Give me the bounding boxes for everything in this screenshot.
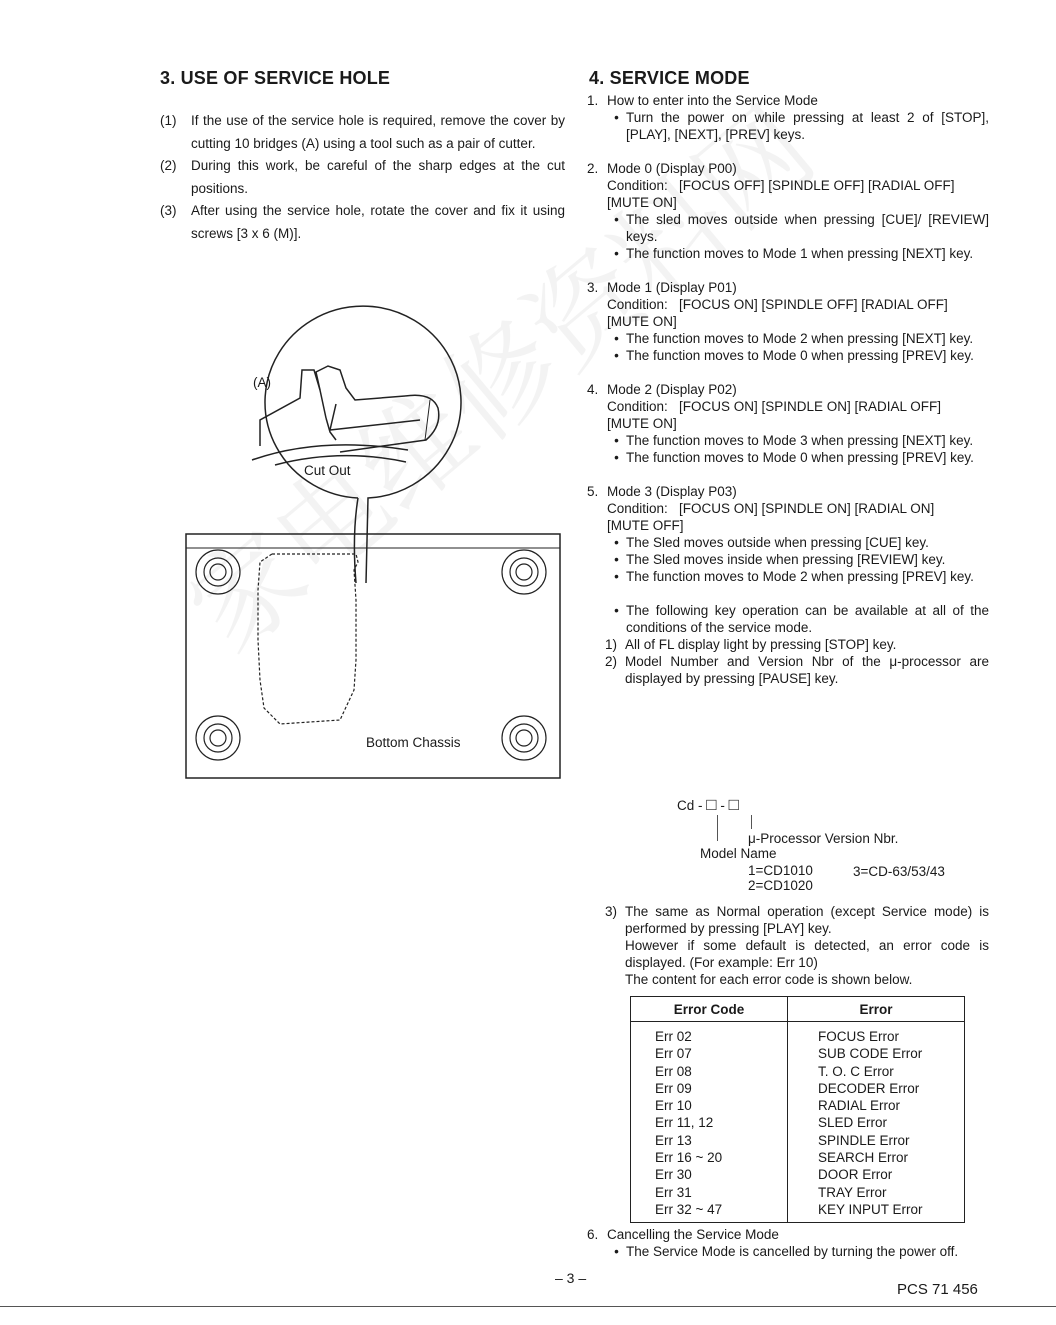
error-name-cell: SPINDLE Error bbox=[818, 1132, 910, 1148]
error-code-cell: Err 32 ~ 47 bbox=[655, 1201, 723, 1217]
error-name-cell: DECODER Error bbox=[818, 1080, 920, 1096]
error-code-cell: Err 31 bbox=[655, 1184, 692, 1200]
section-4-heading: 4. SERVICE MODE bbox=[589, 68, 750, 88]
bullet: • The following key operation can be available at all of the conditions of the service mode. bbox=[614, 603, 989, 635]
label-a: (A) bbox=[253, 375, 271, 390]
step-1: 1. How to enter into the Service Mode bbox=[587, 93, 818, 108]
bullet: • The function moves to Mode 0 when pressing [PREV] key. bbox=[614, 348, 974, 363]
condition-mute: [MUTE OFF] bbox=[607, 518, 684, 533]
bullet: • The function moves to Mode 2 when pressing [NEXT] key. bbox=[614, 331, 974, 346]
error-code-cell: Err 13 bbox=[655, 1132, 692, 1148]
condition: Condition: [FOCUS ON] [SPINDLE ON] [RADIAL OFF] bbox=[607, 399, 942, 414]
model-code-diagram: Cd - □ - □ bbox=[677, 795, 739, 814]
error-code-cell: Err 09 bbox=[655, 1080, 692, 1096]
document-code: PCS 71 456 bbox=[897, 1281, 978, 1298]
step-2: 2. Mode 0 (Display P00) bbox=[587, 161, 737, 176]
error-name-cell: SEARCH Error bbox=[818, 1150, 909, 1166]
bullet: • The Sled moves outside when pressing [CUE] key. bbox=[614, 535, 929, 550]
model-3: 3=CD-63/53/43 bbox=[853, 864, 945, 879]
connector-line bbox=[717, 815, 718, 841]
error-code-cell: Err 07 bbox=[655, 1046, 692, 1062]
error-name-column bbox=[788, 1022, 965, 1223]
bullet: • Turn the power on while pressing at least 2 of [STOP], [PLAY], [NEXT], [PREV] keys. bbox=[614, 110, 989, 142]
error-name-cell: SUB CODE Error bbox=[818, 1046, 923, 1062]
error-name-cell: FOCUS Error bbox=[818, 1029, 899, 1044]
sub-item-2: 2) Model Number and Version Nbr of the μ-processor are displayed by pressing [PAUSE] key. bbox=[605, 654, 989, 686]
version-label: μ-Processor Version Nbr. bbox=[748, 831, 899, 846]
condition: Condition: [FOCUS OFF] [SPINDLE OFF] [RADIAL OFF] bbox=[607, 178, 955, 193]
footer-rule bbox=[0, 1306, 1056, 1307]
error-code-cell: Err 30 bbox=[655, 1167, 692, 1183]
error-name-cell: RADIAL Error bbox=[818, 1098, 901, 1114]
error-name-cell: TRAY Error bbox=[818, 1184, 887, 1200]
error-name-cell: SLED Error bbox=[818, 1115, 888, 1131]
bullet: • The function moves to Mode 0 when pressing [PREV] key. bbox=[614, 450, 974, 465]
col-header-error: Error bbox=[788, 997, 965, 1022]
error-code-column bbox=[631, 1022, 788, 1223]
service-mode-text bbox=[587, 92, 989, 687]
list-item: (3) After using the service hole, rotate the cover and fix it using screws [3 x 6 (M)]. bbox=[160, 203, 565, 241]
page-number: – 3 – bbox=[555, 1270, 587, 1286]
label-cut-out: Cut Out bbox=[304, 463, 351, 478]
error-name-cell: DOOR Error bbox=[818, 1167, 893, 1183]
sub-item-1: 1) All of FL display light by pressing [STOP] key. bbox=[605, 637, 897, 652]
bullet: • The Sled moves inside when pressing [REVIEW] key. bbox=[614, 552, 946, 567]
section-3-heading: 3. USE OF SERVICE HOLE bbox=[160, 68, 391, 88]
step-4: 4. Mode 2 (Display P02) bbox=[587, 382, 737, 397]
error-name-cell: T. O. C Error bbox=[818, 1063, 894, 1079]
col-header-code: Error Code bbox=[631, 997, 788, 1022]
list-item: (2) During this work, be careful of the sharp edges at the cut positions. bbox=[160, 158, 565, 196]
label-bottom-chassis: Bottom Chassis bbox=[366, 735, 461, 750]
sub-item-3: 3) The same as Normal operation (except Service mode) is performed by pressing [PLAY] key. However if some default is detected, an error code is displayed. (For example: Err 10) The content for each error code is shown below. bbox=[605, 904, 989, 987]
model-label: Model Name bbox=[700, 846, 777, 861]
error-code-cell: Err 11, 12 bbox=[655, 1115, 714, 1131]
service-hole-figure bbox=[180, 300, 570, 790]
step-5: 5. Mode 3 (Display P03) bbox=[587, 484, 737, 499]
step-6: 6. Cancelling the Service Mode • The Service Mode is cancelled by turning the power off. bbox=[587, 1227, 959, 1259]
error-code-cell: Err 16 ~ 20 bbox=[655, 1150, 723, 1166]
model-2: 2=CD1020 bbox=[748, 878, 813, 893]
service-hole-steps bbox=[160, 110, 565, 245]
bullet: • The function moves to Mode 2 when pressing [PREV] key. bbox=[614, 569, 974, 584]
error-code-cell: Err 08 bbox=[655, 1063, 692, 1079]
error-code-cell: Err 02 bbox=[655, 1029, 692, 1044]
bullet: • The function moves to Mode 1 when pressing [NEXT] key. bbox=[614, 246, 974, 261]
condition-mute: [MUTE ON] bbox=[607, 314, 677, 329]
list-item: (1) If the use of the service hole is required, remove the cover by cutting 10 bridges (A) using a tool such as a pair of cutter. bbox=[160, 113, 565, 151]
condition-mute: [MUTE ON] bbox=[607, 195, 677, 210]
condition: Condition: [FOCUS ON] [SPINDLE OFF] [RADIAL OFF] bbox=[607, 297, 948, 312]
error-code-cell: Err 10 bbox=[655, 1098, 692, 1114]
bullet: • The function moves to Mode 3 when pressing [NEXT] key. bbox=[614, 433, 974, 448]
bullet: • The sled moves outside when pressing [CUE]/ [REVIEW] keys. bbox=[614, 212, 989, 244]
model-1: 1=CD1010 bbox=[748, 863, 813, 878]
error-name-cell: KEY INPUT Error bbox=[818, 1201, 923, 1217]
error-code-table bbox=[630, 996, 965, 1223]
connector-line bbox=[751, 815, 752, 829]
condition: Condition: [FOCUS ON] [SPINDLE ON] [RADIAL ON] bbox=[607, 501, 935, 516]
step-3: 3. Mode 1 (Display P01) bbox=[587, 280, 737, 295]
condition-mute: [MUTE ON] bbox=[607, 416, 677, 431]
